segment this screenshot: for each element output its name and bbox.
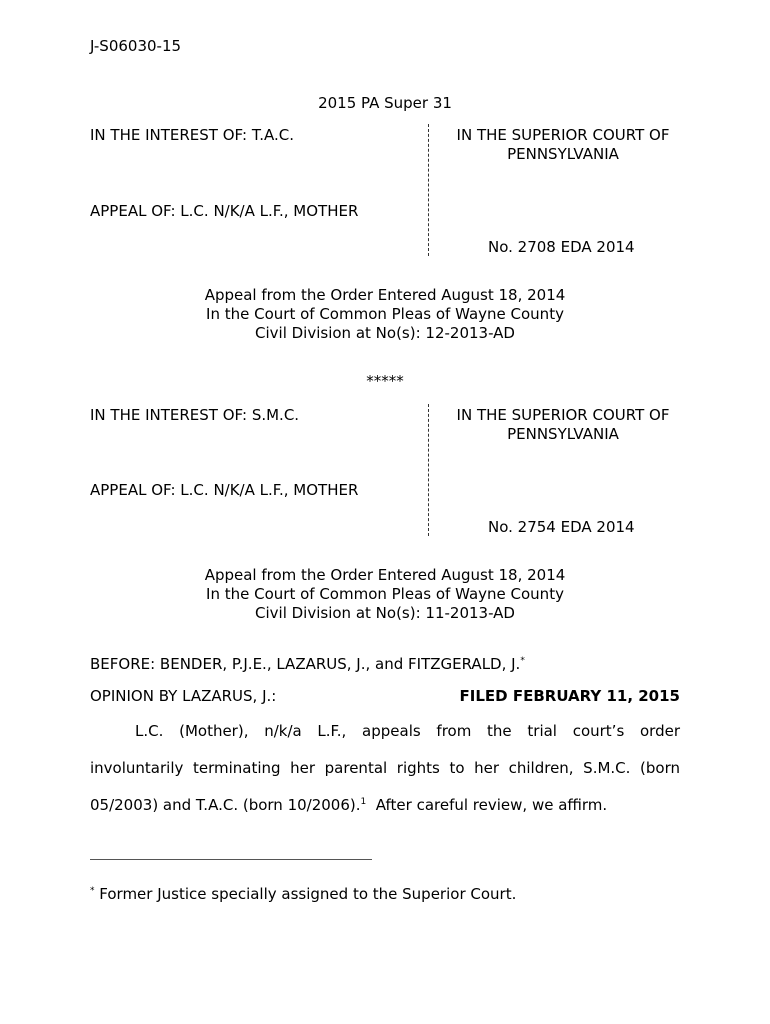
appeal-line-1: Appeal from the Order Entered August 18, 2014 bbox=[204, 566, 566, 584]
body-text: 05/2003) and T.A.C. (born 10/2006). bbox=[90, 796, 361, 814]
filed-date: FILED FEBRUARY 11, 2015 bbox=[459, 687, 680, 705]
before-text: BEFORE: BENDER, P.J.E., LAZARUS, J., and FITZGERALD, J. bbox=[90, 655, 521, 673]
court-name-line2: PENNSYLVANIA bbox=[507, 425, 619, 443]
appeal-line-3: Civil Division at No(s): 12-2013-AD bbox=[255, 324, 515, 342]
appeal-line-1: Appeal from the Order Entered August 18, 2014 bbox=[204, 286, 566, 304]
court-name-line2: PENNSYLVANIA bbox=[507, 145, 619, 163]
footnote-mark: * bbox=[520, 656, 525, 666]
body-line: involuntarily terminating her parental rights to her children, S.M.C. (born bbox=[90, 759, 680, 777]
opinion-by: OPINION BY LAZARUS, J.: bbox=[90, 687, 277, 705]
appeal-of: APPEAL OF: L.C. N/K/A L.F., MOTHER bbox=[90, 481, 359, 499]
body-line: L.C. (Mother), n/k/a L.F., appeals from the trial court’s order bbox=[135, 722, 680, 740]
interest-of: IN THE INTEREST OF: T.A.C. bbox=[90, 126, 294, 144]
case-number: No. 2754 EDA 2014 bbox=[488, 518, 635, 536]
caption-divider bbox=[428, 404, 429, 536]
appeal-line-2: In the Court of Common Pleas of Wayne County bbox=[206, 585, 564, 603]
section-separator: ***** bbox=[366, 372, 404, 390]
appeal-of: APPEAL OF: L.C. N/K/A L.F., MOTHER bbox=[90, 202, 359, 220]
court-name-line1: IN THE SUPERIOR COURT OF bbox=[456, 126, 670, 144]
interest-of: IN THE INTEREST OF: S.M.C. bbox=[90, 406, 300, 424]
opinion-body bbox=[90, 713, 680, 824]
footnote-ref[interactable]: 1 bbox=[360, 797, 367, 807]
appeal-line-3: Civil Division at No(s): 11-2013-AD bbox=[255, 604, 515, 622]
body-text: After careful review, we affirm. bbox=[366, 796, 608, 814]
docket-id: J-S06030-15 bbox=[90, 37, 182, 55]
footnote bbox=[90, 885, 516, 903]
appeal-line-2: In the Court of Common Pleas of Wayne County bbox=[206, 305, 564, 323]
footnote-mark: * bbox=[90, 886, 95, 896]
before-panel bbox=[90, 655, 525, 673]
court-name-line1: IN THE SUPERIOR COURT OF bbox=[456, 406, 670, 424]
case-number: No. 2708 EDA 2014 bbox=[488, 238, 635, 256]
footnote-text: Former Justice specially assigned to the Superior Court. bbox=[94, 885, 517, 903]
citation: 2015 PA Super 31 bbox=[318, 94, 452, 112]
footnote-rule bbox=[90, 859, 372, 860]
body-line bbox=[90, 787, 680, 824]
caption-divider bbox=[428, 124, 429, 256]
